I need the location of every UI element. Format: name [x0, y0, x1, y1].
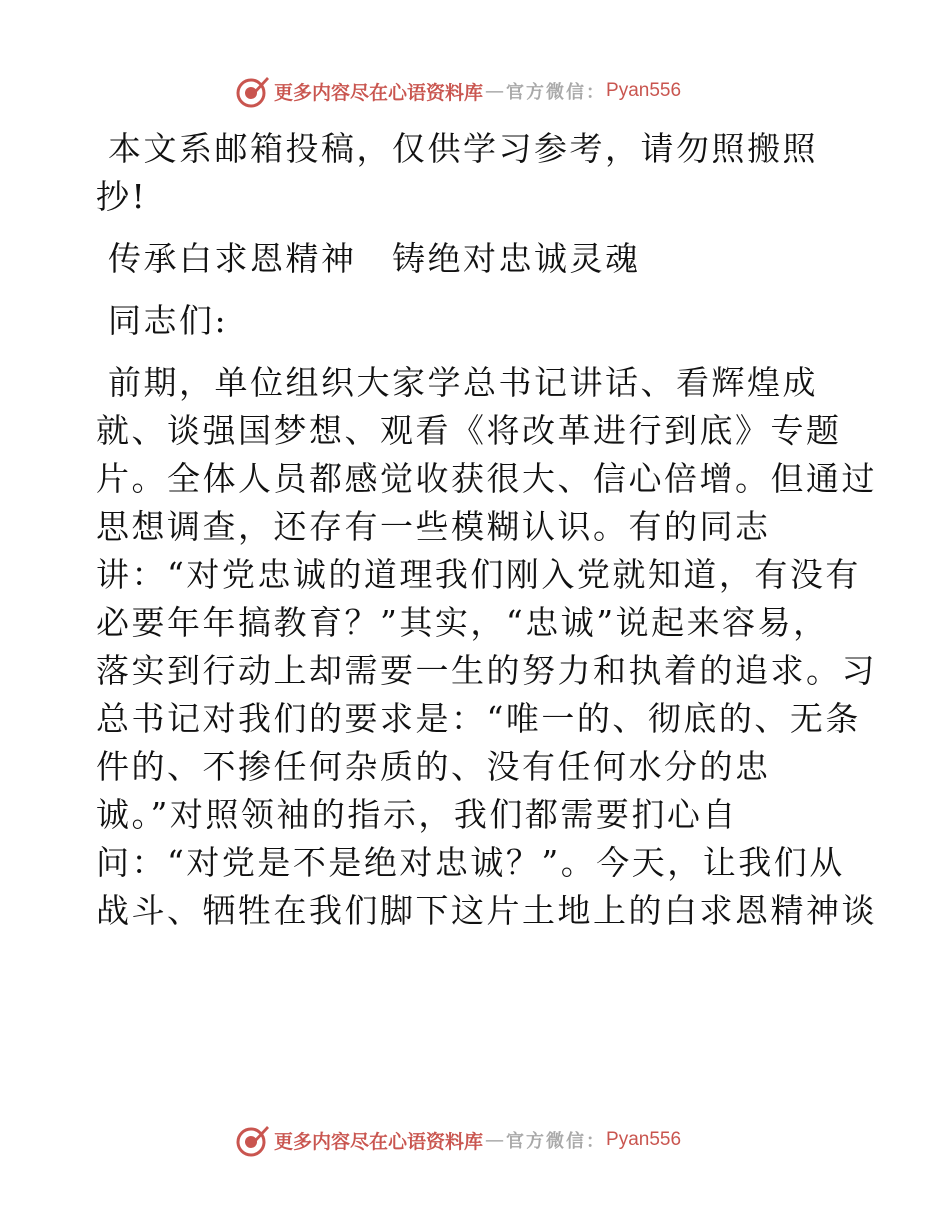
watermark-handle: Pyan556 — [606, 1129, 682, 1150]
footer-watermark — [236, 1122, 681, 1158]
body-line: 片。全体人员都感觉收获很大、信心倍增。但通过 — [96, 459, 877, 498]
body-line: 总书记对我们的要求是：“唯一的、彻底的、无条 — [96, 699, 861, 738]
salutation: 同志们: — [108, 301, 229, 340]
body-line: 问：“对党是不是绝对忠诚？”。今天，让我们从 — [96, 843, 845, 882]
header-watermark — [236, 73, 681, 109]
body-line: 就、谈强国梦想、观看《将改革进行到底》专题 — [96, 411, 842, 450]
body-line: 件的、不掺任何杂质的、没有任何水分的忠 — [96, 747, 771, 786]
body-line: 讲：“对党忠诚的道理我们刚入党就知道，有没有 — [96, 555, 861, 594]
watermark-label: 官方微信： — [506, 82, 607, 103]
body-line: 诚。”对照领袖的指示，我们都需要扪心自 — [96, 795, 738, 834]
notice-line: 抄! — [96, 177, 148, 216]
notice-line: 本文系邮箱投稿，仅供学习参考，请勿照搬照 — [108, 129, 818, 168]
body-line: 思想调查，还存有一些模糊认识。有的同志 — [96, 507, 771, 546]
body-line: 前期，单位组织大家学总书记讲话、看辉煌成 — [108, 363, 818, 402]
body-line: 必要年年搞教育？”其实，“忠诚”说起来容易， — [96, 603, 829, 642]
body-line: 战斗、牺牲在我们脚下这片土地上的白求恩精神谈 — [96, 891, 877, 930]
notice-paragraph — [96, 125, 856, 221]
watermark-label: 官方微信： — [506, 1131, 607, 1152]
watermark-handle: Pyan556 — [606, 80, 682, 101]
watermark-site-text: 更多内容尽在心语资料库 — [274, 1130, 484, 1153]
document-title: 传承白求恩精神 铸绝对忠诚灵魂 — [108, 239, 641, 278]
watermark-site-text: 更多内容尽在心语资料库 — [274, 81, 484, 104]
document-content — [96, 125, 877, 935]
body-line: 落实到行动上却需要一生的努力和执着的追求。习 — [96, 651, 877, 690]
watermark-dash: — — [485, 1129, 505, 1151]
watermark-dash: — — [485, 80, 505, 102]
red-quill-circle-icon — [236, 1123, 270, 1157]
red-quill-circle-icon — [236, 74, 270, 108]
body-paragraph — [96, 359, 877, 935]
